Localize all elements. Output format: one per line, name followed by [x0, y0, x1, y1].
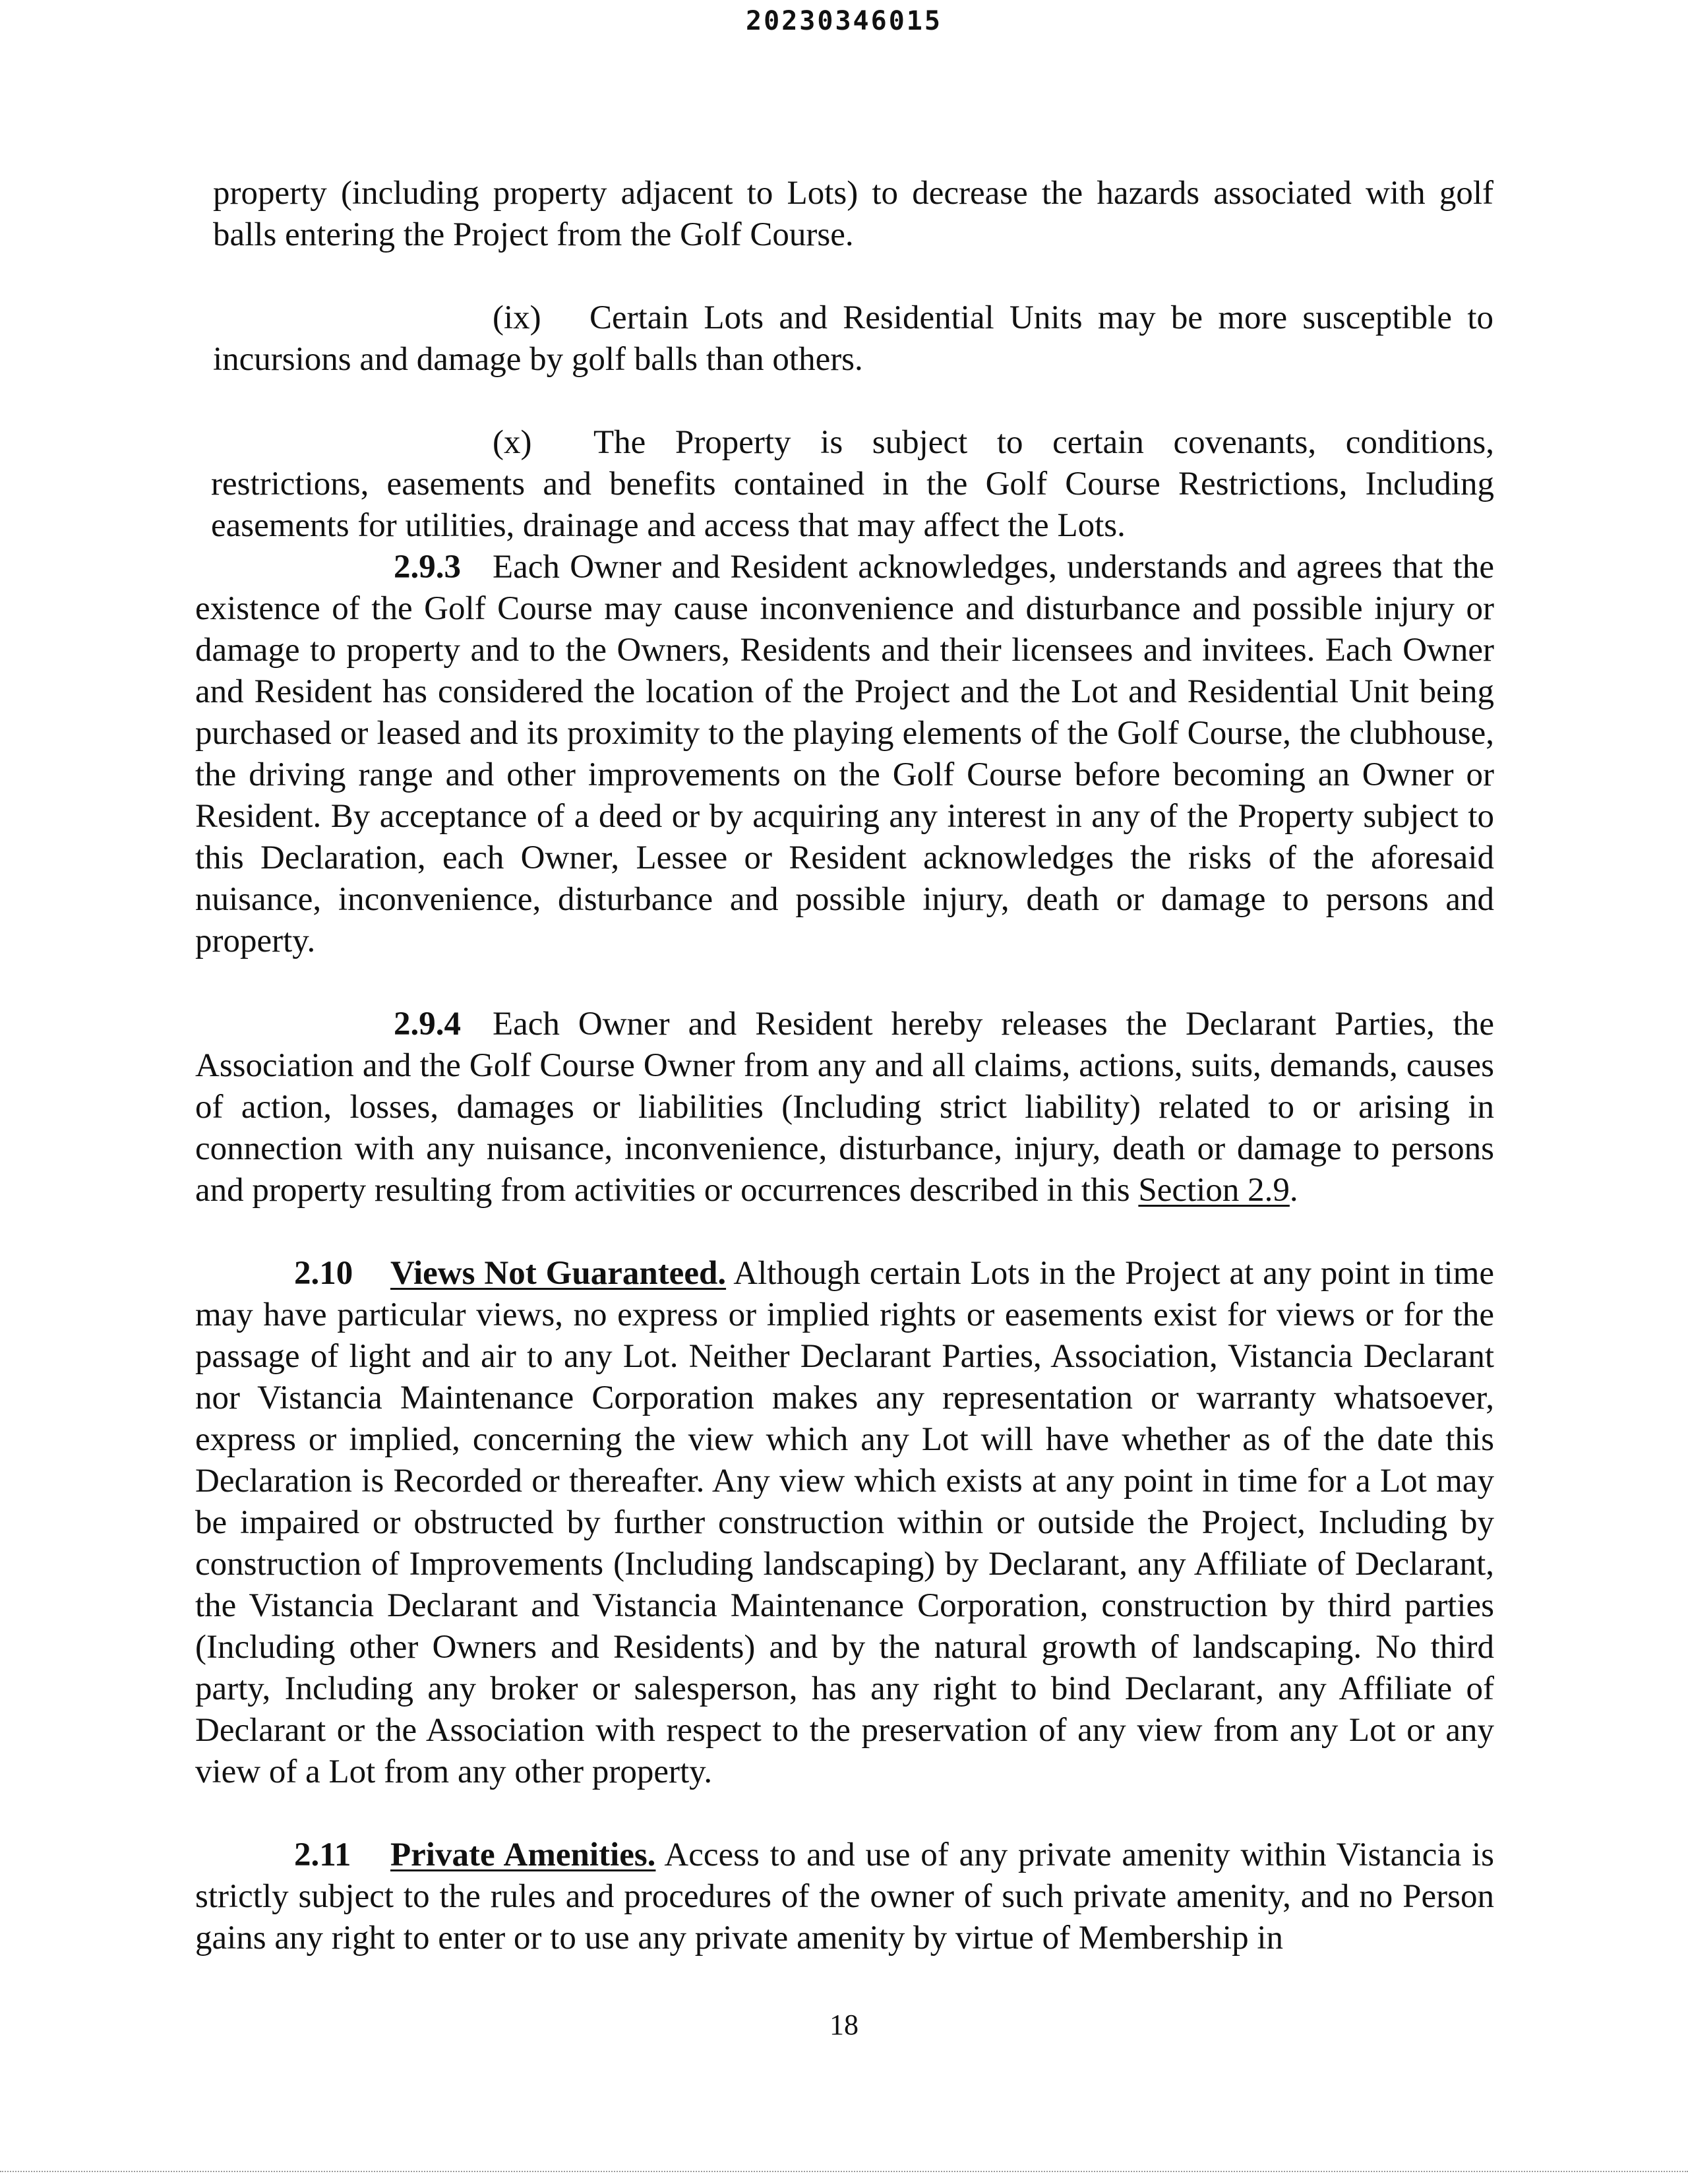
- section-2-11-heading: Private Amenities.: [390, 1836, 656, 1873]
- section-2-9-reference: Section 2.9: [1138, 1172, 1290, 1209]
- item-x-marker: (x): [493, 424, 532, 461]
- document-body: [0, 173, 1688, 1959]
- paragraph-item-ix: [213, 297, 1493, 380]
- scan-edge-line: [0, 2171, 1688, 2172]
- section-2-9-3-text: Each Owner and Resident acknowledges, understands and agrees that the existence of the Golf Course may cause inconvenience and disturbance and possible injury or damage to property and to the Owners, Residents and their licensees and invitees. Each Owner and Resident has considered the location of the Project and the Lot and Residential Unit being purchased or leased and its proximity to the playing elements of the Golf Course, the clubhouse, the driving range and other improvements on the Golf Course before becoming an Owner or Resident. By acceptance of a deed or by acquiring any interest in any of the Property subject to this Declaration, each Owner, Lessee or Resident acknowledges the risks of the aforesaid nuisance, inconvenience, disturbance and possible injury, death or damage to persons and property.: [195, 549, 1494, 959]
- item-x-text: The Property is subject to certain covenants, conditions, restrictions, easements and benefits contained in the Golf Course Restrictions, Including easements for utilities, drainage and access that may affect the Lots.: [211, 424, 1494, 544]
- item-ix-marker: (ix): [493, 299, 541, 336]
- page-number: 18: [829, 2009, 859, 2041]
- paragraph-item-x: [211, 422, 1494, 547]
- section-2-9-4-text: Each Owner and Resident hereby releases the Declarant Parties, the Association and the Golf Course Owner from any and all claims, actions, suits, demands, causes of action, losses, damages or liabilities (Including strict liability) related to or arising in connection with any nuisance, inconvenience, disturbance, injury, death or damage to persons and property resulting from activities or occurrences described in this: [195, 1006, 1494, 1209]
- section-2-10-heading: Views Not Guaranteed.: [390, 1255, 727, 1292]
- section-2-9-3-number: 2.9.3: [394, 549, 461, 586]
- section-2-9-4-period: .: [1289, 1172, 1298, 1209]
- section-2-11: [195, 1835, 1494, 1959]
- paragraph-golf-hazards: [213, 173, 1493, 256]
- section-2-10: [195, 1253, 1494, 1793]
- paragraph-text: property (including property adjacent to Lots) to decrease the hazards associated with golf balls entering the Project from the Golf Course.: [213, 175, 1493, 253]
- document-number: 20230346015: [746, 6, 942, 36]
- section-2-11-number: 2.11: [294, 1836, 351, 1873]
- section-2-9-4: [195, 1004, 1494, 1211]
- section-2-11-text: Access to and use of any private amenity within Vistancia is strictly subject to the rules and procedures of the owner of such private amenity, and no Person gains any right to enter or to use any private amenity by virtue of Membership in: [195, 1836, 1495, 1957]
- section-2-9-3: [195, 547, 1494, 962]
- section-2-9-4-number: 2.9.4: [394, 1006, 461, 1043]
- item-ix-text: Certain Lots and Residential Units may be more susceptible to incursions and damage by golf balls than others.: [213, 299, 1493, 378]
- section-2-10-text: Although certain Lots in the Project at any point in time may have particular views, no express or implied rights or easements exist for views or for the passage of light and air to any Lot. Neither Declarant Parties, Association, Vistancia Declarant nor Vistancia Maintenance Corporation makes any representation or warranty whatsoever, express or implied, concerning the view which any Lot will have whether as of the date this Declaration is Recorded or thereafter. Any view which exists at any point in time for a Lot may be impaired or obstructed by further construction within or outside the Project, Including by construction of Improvements (Including landscaping) by Declarant, any Affiliate of Declarant, the Vistancia Declarant and Vistancia Maintenance Corporation, construction by third parties (Including other Owners and Residents) and by the natural growth of landscaping. No third party, Including any broker or salesperson, has any right to bind Declarant, any Affiliate of Declarant or the Association with respect to the preservation of any view from any Lot or any view of a Lot from any other property.: [195, 1255, 1494, 1790]
- section-2-10-number: 2.10: [294, 1255, 353, 1292]
